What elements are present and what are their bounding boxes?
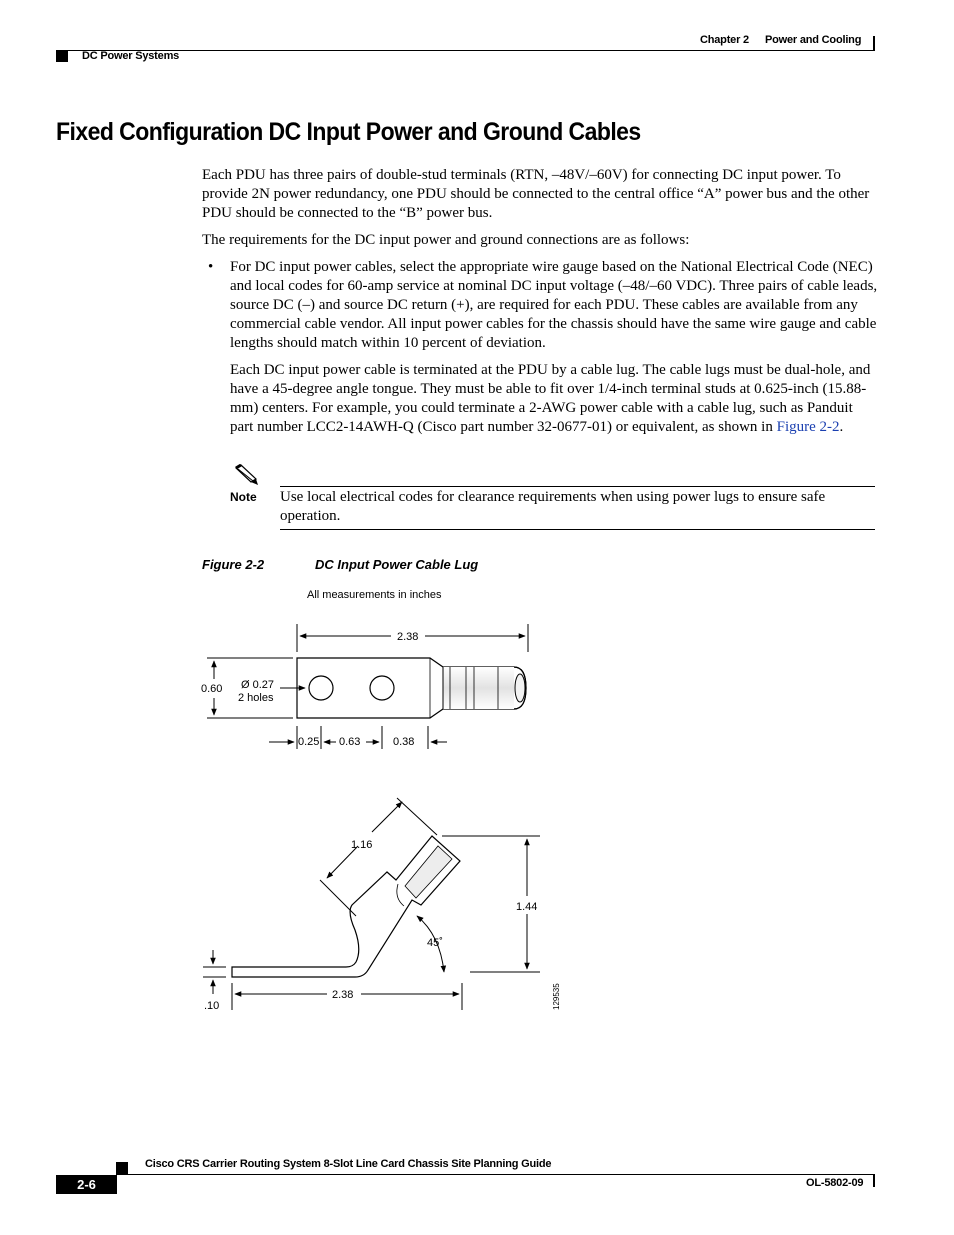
list-item	[202, 258, 878, 353]
dim-hole-count: 2 holes	[238, 692, 274, 704]
figure-caption	[202, 557, 479, 572]
measurements-note: All measurements in inches	[307, 589, 442, 601]
note-text: Use local electrical codes for clearance requirements when using power lugs to ensure safe operation.	[280, 489, 826, 524]
cable-lug-diagram	[195, 583, 575, 1023]
lug-top-view	[297, 658, 526, 718]
dim-tongue-length: 2.38	[332, 989, 354, 1001]
body-text	[202, 166, 878, 445]
footer-tick	[873, 1175, 875, 1187]
figure-2-2-link[interactable]: Figure 2-2	[776, 419, 840, 435]
pencil-icon	[232, 464, 260, 491]
dim-top-height: 0.60	[201, 683, 223, 695]
figure-number: Figure 2-2	[202, 557, 265, 572]
figure-id: 129535	[552, 983, 561, 1010]
bullet-dc-input-cables: For DC input power cables, select the appropriate wire gauge based on the National Electrical Code (NEC) and local codes for 60-amp service at nominal DC input voltage (–48/–60 VDC). Three pairs of cable leads, source DC (–) and source DC return (+), are required for each PDU. These cables are available from any commercial cable vendor. All input power cables for the chassis should have the same wire gauge and cable lengths should match within 10 percent of deviation.	[230, 259, 878, 351]
footer-book-title: Cisco CRS Carrier Routing System 8-Slot Line Card Chassis Site Planning Guide	[145, 1158, 552, 1170]
note-bottom-rule	[280, 529, 875, 530]
dim-thickness: .10	[204, 1000, 220, 1012]
dim-hole-spacing: 0.63	[339, 736, 361, 748]
header-marker	[56, 50, 68, 62]
header-chapter-title: Power and Cooling	[765, 34, 862, 46]
bullet-marker: •	[208, 259, 214, 275]
cable-lug-text: Each DC input power cable is terminated at the PDU by a cable lug. The cable lugs must be dual-hole, and have a 45-degree angle tongue. They must be able to fit over 1/4-inch terminal studs at 0.625-inch (15.88-mm) centers. For example, you could terminate a 2-AWG power cable with a cable lug, such as Panduit part number LCC2-14AWH-Q (Cisco part number 32-0677-01) or equivalent, as shown in	[230, 362, 871, 435]
paragraph-requirements-intro: The requirements for the DC input power and ground connections are as follows:	[202, 232, 690, 248]
header-chapter: Chapter 2	[700, 34, 749, 46]
dim-hole-to-barrel: 0.38	[393, 736, 415, 748]
cable-lug-text-end: .	[839, 419, 844, 435]
dim-barrel-length: 1.16	[351, 839, 373, 851]
page-title: Fixed Configuration DC Input Power and Ground Cables	[56, 118, 641, 146]
page-number: 2-6	[56, 1175, 117, 1194]
footer-rule	[116, 1174, 875, 1175]
dim-side-height: 1.44	[516, 901, 538, 913]
dim-edge-to-hole: 0.25	[298, 736, 320, 748]
figure-title: DC Input Power Cable Lug	[315, 557, 479, 572]
header-section: DC Power Systems	[82, 50, 180, 62]
dim-angle: 45˚	[427, 937, 443, 949]
footer-marker	[116, 1162, 128, 1174]
header-tick	[873, 36, 875, 50]
paragraph-cable-lug	[202, 361, 878, 437]
note-top-rule	[280, 486, 875, 487]
note-label: Note	[230, 490, 257, 504]
dim-top-length: 2.38	[397, 631, 419, 643]
paragraph-pdu-terminals: Each PDU has three pairs of double-stud terminals (RTN, –48V/–60V) for connecting DC input power. To provide 2N power redundancy, one PDU should be connected to the central office “A” power bus and the other PDU should be connected to the “B” power bus.	[202, 167, 870, 221]
footer-doc-number: OL-5802-09	[806, 1177, 864, 1189]
dim-hole-diameter: Ø 0.27	[241, 679, 275, 691]
lug-hole	[309, 676, 333, 700]
lug-hole	[370, 676, 394, 700]
